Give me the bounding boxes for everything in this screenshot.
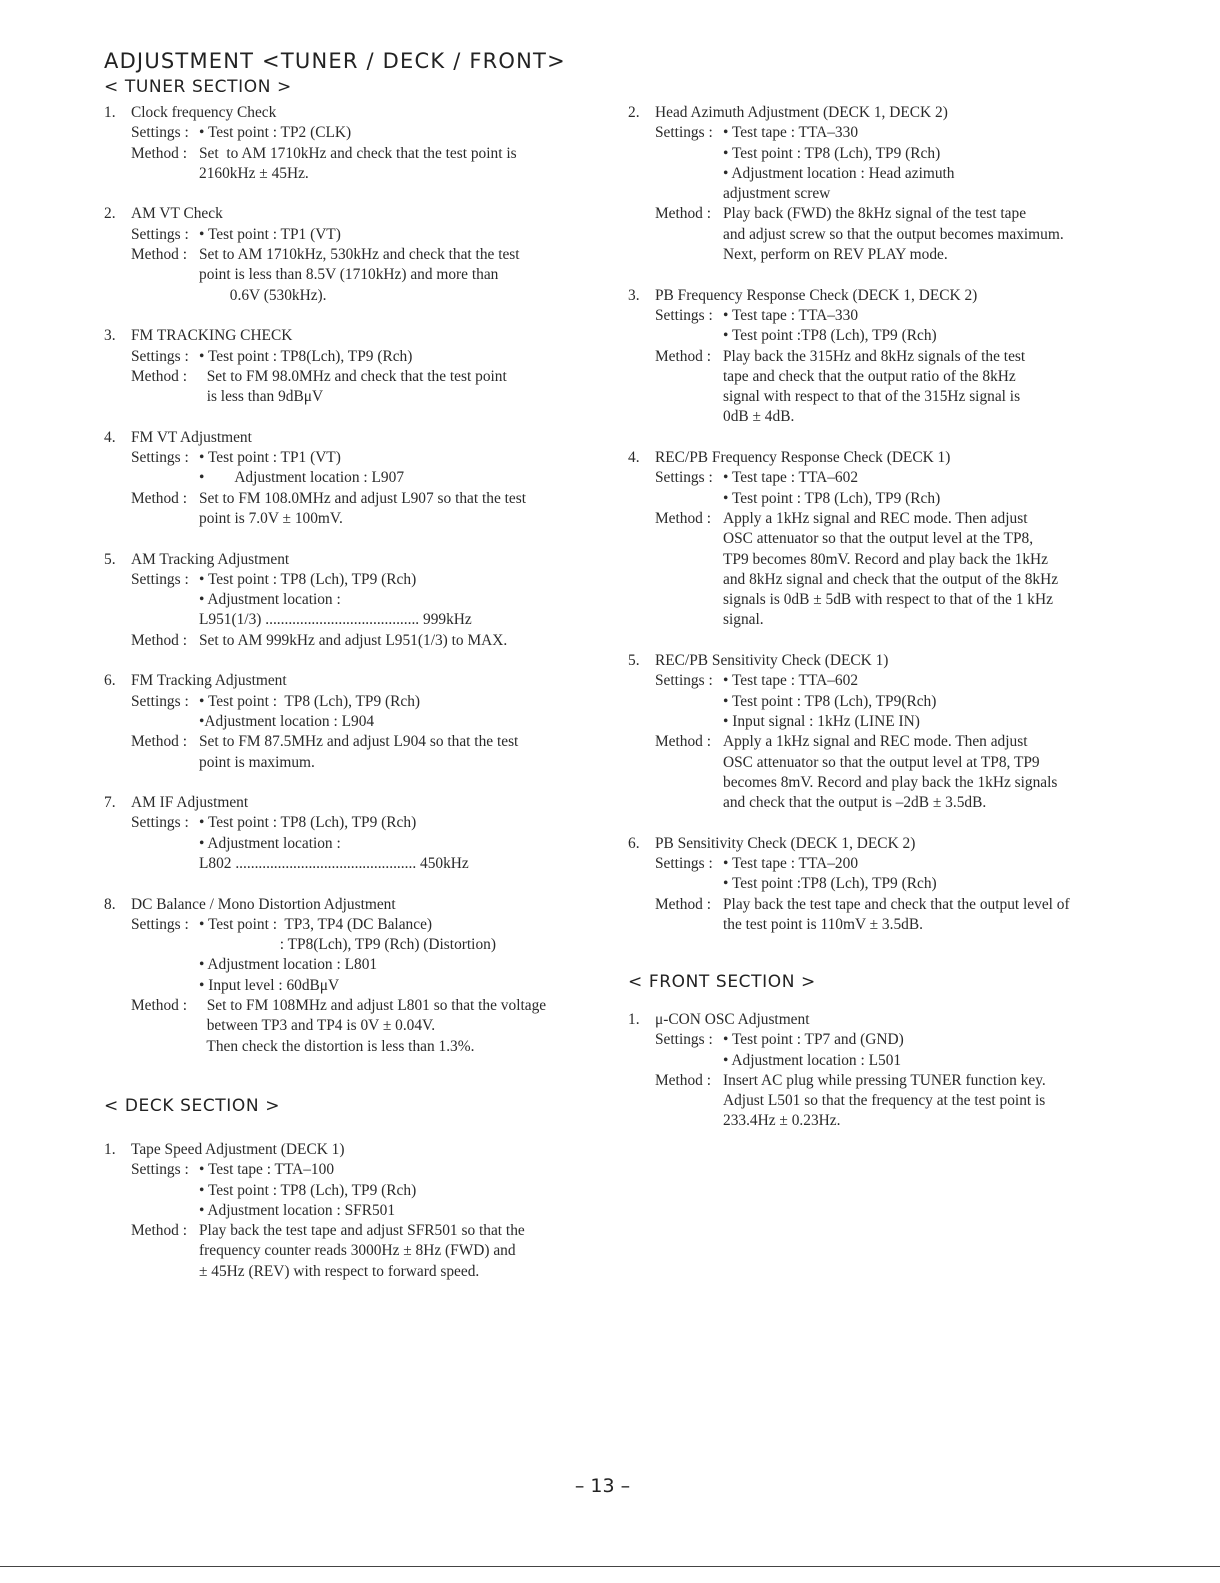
field-value: • Test point : TP3, TP4 (DC Balance) [199,915,433,933]
field-value: • Test tape : TTA–200 [723,854,859,872]
field-value: ± 45Hz (REV) with respect to forward speed. [199,1262,480,1280]
procedure-line [628,692,1208,712]
field-value: and adjust screw so that the output becomes maximum. [723,225,1064,243]
field-value: signals is 0dB ± 5dB with respect to that of the 1 kHz [723,591,1053,609]
item-title: DC Balance / Mono Distortion Adjustment [131,895,396,913]
procedure-line [104,590,604,610]
item-title: REC/PB Frequency Response Check (DECK 1) [655,449,951,467]
procedure-line [104,935,604,955]
procedure-line [104,1181,604,1201]
procedure-line [104,1241,604,1261]
procedure-title-line [104,103,604,123]
field-value: Set to FM 108.0MHz and adjust L907 so that the test [199,489,527,507]
field-value: signal with respect to that of the 315Hz signal is [723,388,1021,406]
procedure-title-line [628,834,1208,854]
field-label: Settings : [131,814,189,832]
field-label: Settings : [131,449,189,467]
procedure-line [104,813,604,833]
procedure-item [104,204,604,305]
item-number: 6. [628,834,640,852]
field-value: becomes 8mV. Record and play back the 1kHz signals [723,773,1058,791]
item-title: FM Tracking Adjustment [131,672,287,690]
procedure-line [104,854,604,874]
field-label: Settings : [655,306,713,324]
field-value: Apply a 1kHz signal and REC mode. Then adjust [723,509,1028,527]
procedure-line [628,671,1208,691]
item-title: μ-CON OSC Adjustment [655,1011,810,1028]
procedure-line [104,834,604,854]
item-number: 2. [104,205,116,223]
item-title: Head Azimuth Adjustment (DECK 1, DECK 2) [655,104,948,121]
field-value: Set to FM 98.0MHz and check that the test point [199,367,507,385]
item-number: 7. [104,794,116,812]
procedure-line [104,712,604,732]
procedure-line [628,306,1208,326]
procedure-line [104,265,604,285]
item-number: 2. [628,104,640,121]
procedure-line [104,1016,604,1036]
field-value: • Test point : TP8 (Lch), TP9 (Rch) [723,144,941,162]
procedure-item [104,326,604,407]
field-value: • Test point : TP8 (Lch), TP9(Rch) [723,692,937,710]
procedure-line [104,144,604,164]
field-value: • Test point : TP1 (VT) [199,449,341,467]
procedure-line [628,468,1208,488]
item-title: AM VT Check [131,205,223,223]
field-value: • Test point : TP7 and (GND) [723,1031,904,1049]
item-number: 1. [104,1141,116,1158]
procedure-line [104,692,604,712]
procedure-line [104,570,604,590]
procedure-line [104,387,604,407]
procedure-title-line [628,1010,1208,1030]
item-number: 5. [104,550,116,568]
field-value: • Adjustment location : Head azimuth [723,164,955,182]
procedure-line [104,448,604,468]
field-value: • Test tape : TTA–330 [723,306,859,324]
procedure-item [104,428,604,529]
field-label: Method : [131,733,188,751]
field-value: • Adjustment location : SFR501 [199,1201,396,1219]
procedure-line [628,367,1208,387]
item-title: AM IF Adjustment [131,794,249,812]
item-title: PB Sensitivity Check (DECK 1, DECK 2) [655,834,916,852]
procedure-title-line [628,651,1208,671]
procedure-title-line [104,428,604,448]
field-value: • Test point : TP8 (Lch), TP9 (Rch) [199,692,421,710]
field-label: Method : [131,997,188,1015]
procedure-line [628,225,1208,245]
procedure-item [628,103,1208,265]
procedure-title-line [104,895,604,915]
field-value: is less than 9dBμV [199,388,324,406]
field-value: • Test point : TP8(Lch), TP9 (Rch) [199,347,413,365]
field-label: Settings : [131,225,189,243]
field-value: • Adjustment location : [199,834,341,852]
procedure-line [628,245,1208,265]
item-title: FM VT Adjustment [131,428,252,446]
deck-section-body-left [104,1140,604,1282]
field-value: Set to AM 999kHz and adjust L951(1/3) to MAX. [199,631,508,649]
field-value: Insert AC plug while pressing TUNER function key. [723,1071,1046,1089]
procedure-line [104,996,604,1016]
field-label: Method : [131,144,188,162]
field-value: • Test point : TP2 (CLK) [199,124,352,142]
procedure-title-line [628,103,1208,123]
procedure-line [628,509,1208,529]
procedure-line [628,732,1208,752]
field-value: L951(1/3) ........................................ 999kHz [199,611,472,629]
item-number: 8. [104,895,116,913]
procedure-line [628,915,1208,935]
procedure-line [628,1051,1208,1071]
procedure-line [628,550,1208,570]
field-label: Settings : [131,124,189,142]
procedure-line [628,1071,1208,1091]
item-title: Clock frequency Check [131,104,277,121]
page-title: ADJUSTMENT <TUNER / DECK / FRONT> [104,49,566,73]
procedure-line [628,144,1208,164]
procedure-title-line [628,448,1208,468]
procedure-line [104,955,604,975]
procedure-item [628,286,1208,428]
procedure-item [628,834,1208,935]
field-value: Then check the distortion is less than 1.3%. [199,1037,475,1055]
field-value: Set to AM 1710kHz and check that the test point is [199,144,517,162]
field-value: Next, perform on REV PLAY mode. [723,246,948,264]
procedure-item [104,550,604,651]
item-number: 1. [104,104,116,121]
field-label: Method : [131,367,188,385]
procedure-line [628,164,1208,184]
item-number: 4. [628,449,640,467]
field-value: • Test tape : TTA–602 [723,672,859,690]
procedure-line [628,184,1208,204]
field-value: 233.4Hz ± 0.23Hz. [723,1112,841,1130]
field-value: • Test point :TP8 (Lch), TP9 (Rch) [723,875,937,893]
procedure-line [628,123,1208,143]
procedure-title-line [104,550,604,570]
procedure-line [104,286,604,306]
procedure-line [104,732,604,752]
procedure-line [104,1221,604,1241]
field-value: Set to FM 87.5MHz and adjust L904 so that the test [199,733,519,751]
deck-section-body-right [628,103,1208,935]
deck-section-heading: < DECK SECTION > [104,1096,281,1116]
field-value: and check that the output is –2dB ± 3.5dB. [723,794,987,812]
item-title: AM Tracking Adjustment [131,550,290,568]
procedure-line [104,245,604,265]
field-label: Settings : [655,469,713,487]
field-value: Set to AM 1710kHz, 530kHz and check that the test [199,246,520,264]
field-label: Method : [655,205,712,223]
field-value: signal. [723,611,764,629]
field-label: Settings : [131,915,189,933]
field-label: Settings : [655,1031,713,1049]
procedure-line [628,326,1208,346]
field-value: Play back the 315Hz and 8kHz signals of the test [723,347,1026,365]
procedure-line [628,610,1208,630]
field-value: • Adjustment location : [199,591,341,609]
procedure-line [628,874,1208,894]
procedure-line [104,225,604,245]
procedure-line [104,509,604,529]
item-number: 5. [628,652,640,670]
field-value: • Adjustment location : L907 [199,469,405,487]
procedure-line [104,915,604,935]
field-value: frequency counter reads 3000Hz ± 8Hz (FWD) and [199,1242,516,1260]
procedure-item [104,1140,604,1282]
field-label: Method : [655,509,712,527]
field-label: Method : [131,1222,188,1240]
procedure-title-line [628,286,1208,306]
field-label: Method : [131,246,188,264]
item-number: 6. [104,672,116,690]
field-value: • Test point : TP8 (Lch), TP9 (Rch) [723,489,941,507]
field-label: Method : [131,631,188,649]
field-value: L802 ............................................... 450kHz [199,854,469,872]
procedure-line [628,407,1208,427]
procedure-item [104,793,604,874]
procedure-line [104,1201,604,1221]
field-label: Method : [655,1071,712,1089]
tuner-section-heading: < TUNER SECTION > [104,77,292,97]
item-title: REC/PB Sensitivity Check (DECK 1) [655,652,889,670]
procedure-line [104,347,604,367]
field-value: OSC attenuator so that the output level at the TP8, [723,530,1034,548]
field-label: Settings : [131,692,189,710]
field-value: Play back (FWD) the 8kHz signal of the test tape [723,205,1027,223]
field-value: point is less than 8.5V (1710kHz) and more than [199,266,499,284]
field-value: • Adjustment location : L501 [723,1051,902,1069]
field-value: • Test point : TP8 (Lch), TP9 (Rch) [199,814,417,832]
procedure-line [104,489,604,509]
procedure-line [628,773,1208,793]
procedure-line [104,164,604,184]
item-title: PB Frequency Response Check (DECK 1, DECK 2) [655,286,978,304]
field-value: • Test tape : TTA–330 [723,124,859,142]
item-number: 1. [628,1011,640,1028]
procedure-line [628,347,1208,367]
field-value: the test point is 110mV ± 3.5dB. [723,915,923,933]
procedure-line [628,1030,1208,1050]
field-value: Adjust L501 so that the frequency at the test point is [723,1092,1046,1110]
procedure-line [628,1091,1208,1111]
item-number: 4. [104,428,116,446]
item-title: FM TRACKING CHECK [131,327,293,345]
procedure-line [628,570,1208,590]
procedure-line [104,1037,604,1057]
field-value: Apply a 1kHz signal and REC mode. Then adjust [723,733,1028,751]
field-label: Method : [655,733,712,751]
procedure-item [104,103,604,184]
procedure-item [104,671,604,772]
procedure-line [104,753,604,773]
field-value: • Test tape : TTA–602 [723,469,859,487]
field-value: tape and check that the output ratio of the 8kHz [723,367,1016,385]
procedure-title-line [104,1140,604,1160]
field-label: Method : [655,347,712,365]
procedure-line [628,753,1208,773]
tuner-section-body [104,103,604,1057]
field-value: and 8kHz signal and check that the output of the 8kHz [723,570,1059,588]
procedure-line [104,610,604,630]
procedure-line [104,367,604,387]
page-number: – 13 – [574,1475,631,1497]
field-value: : TP8(Lch), TP9 (Rch) (Distortion) [199,936,496,954]
field-value: point is maximum. [199,753,315,771]
bottom-rule [0,1566,1220,1567]
field-value: Play back the test tape and check that the output level of [723,895,1070,913]
procedure-line [628,590,1208,610]
field-value: Set to FM 108MHz and adjust L801 so that the voltage [199,997,547,1015]
field-value: • Test tape : TTA–100 [199,1161,335,1179]
field-value: •Adjustment location : L904 [199,712,375,730]
front-section-heading: < FRONT SECTION > [628,972,816,992]
item-number: 3. [628,286,640,304]
field-label: Settings : [131,1161,189,1179]
field-value: • Test point : TP1 (VT) [199,225,341,243]
procedure-item [628,1010,1208,1132]
procedure-line [628,793,1208,813]
field-value: • Adjustment location : L801 [199,956,378,974]
procedure-item [104,895,604,1057]
procedure-line [628,895,1208,915]
front-section-body [628,1010,1208,1132]
procedure-line [628,1111,1208,1131]
procedure-line [628,489,1208,509]
field-label: Settings : [655,854,713,872]
field-value: between TP3 and TP4 is 0V ± 0.04V. [199,1017,436,1035]
field-label: Settings : [655,672,713,690]
procedure-title-line [104,793,604,813]
procedure-line [104,1262,604,1282]
procedure-line [628,387,1208,407]
field-value: • Test point : TP8 (Lch), TP9 (Rch) [199,1181,417,1199]
procedure-line [628,204,1208,224]
field-label: Settings : [131,570,189,588]
item-number: 3. [104,327,116,345]
field-value: • Input signal : 1kHz (LINE IN) [723,712,920,730]
procedure-line [104,631,604,651]
field-value: adjustment screw [723,185,831,203]
procedure-title-line [104,671,604,691]
field-value: 2160kHz ± 45Hz. [199,164,309,182]
field-value: 0.6V (530kHz). [199,286,327,304]
procedure-line [104,1160,604,1180]
procedure-title-line [104,326,604,346]
procedure-item [628,448,1208,631]
procedure-line [104,976,604,996]
field-label: Settings : [131,347,189,365]
field-label: Method : [655,895,712,913]
procedure-item [628,651,1208,813]
procedure-line [104,123,604,143]
field-value: • Test point : TP8 (Lch), TP9 (Rch) [199,570,417,588]
item-title: Tape Speed Adjustment (DECK 1) [131,1141,345,1158]
field-value: • Input level : 60dBμV [199,976,340,994]
field-value: TP9 becomes 80mV. Record and play back the 1kHz [723,550,1048,568]
field-label: Method : [131,489,188,507]
procedure-line [104,468,604,488]
field-value: point is 7.0V ± 100mV. [199,509,343,527]
procedure-line [628,712,1208,732]
procedure-title-line [104,204,604,224]
procedure-line [628,854,1208,874]
field-value: • Test point :TP8 (Lch), TP9 (Rch) [723,327,937,345]
field-value: Play back the test tape and adjust SFR501 so that the [199,1222,525,1240]
field-value: OSC attenuator so that the output level at TP8, TP9 [723,753,1040,771]
field-label: Settings : [655,124,713,142]
field-value: 0dB ± 4dB. [723,408,795,426]
procedure-line [628,529,1208,549]
